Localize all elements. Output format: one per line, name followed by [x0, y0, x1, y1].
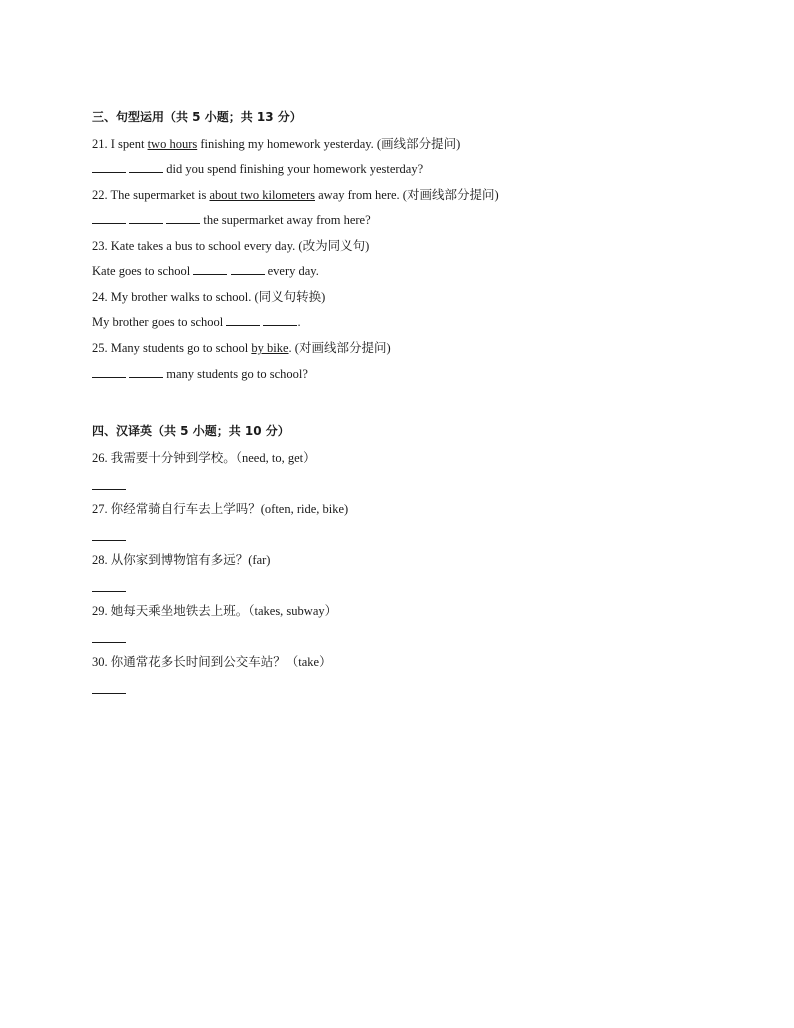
q22-text: 22. The supermarket is [92, 188, 210, 202]
blank[interactable] [263, 314, 297, 326]
blank[interactable] [226, 314, 260, 326]
blank[interactable] [129, 212, 163, 224]
question-25 [92, 340, 391, 356]
a24-start: My brother goes to school [92, 315, 227, 329]
question-30: 30. 你通常花多长时间到公交车站？（take） [92, 655, 332, 669]
answer-line-27[interactable] [92, 540, 126, 541]
q25-text: 25. Many students go to school [92, 341, 252, 355]
a23-start: Kate goes to school [92, 264, 194, 278]
q21-instruction: finishing my homework yesterday. (画线部分提问) [197, 137, 461, 151]
q22-instruction: away from here. (对画线部分提问) [315, 188, 499, 202]
answer-25 [92, 366, 308, 382]
question-27: 27. 你经常骑自行车去上学吗？(often, ride, bike) [92, 502, 349, 516]
answer-21 [92, 161, 423, 177]
a24-rest: . [297, 315, 301, 329]
question-26: 26. 我需要十分钟到学校。（need, to, get） [92, 451, 316, 465]
q22-underlined: about two kilometers [209, 188, 315, 202]
blank[interactable] [129, 366, 163, 378]
blank[interactable] [92, 212, 126, 224]
answer-23 [92, 263, 319, 279]
answer-line-28[interactable] [92, 591, 126, 592]
q25-underlined: by bike [251, 341, 289, 355]
question-23: 23. Kate takes a bus to school every day. (改为同义句) [92, 239, 370, 253]
question-24: 24. My brother walks to school. (同义句转换) [92, 290, 326, 304]
section-4-heading: 四、汉译英（共 5 小题；共 10 分） [92, 424, 290, 438]
blank[interactable] [92, 161, 126, 173]
question-21 [92, 136, 460, 152]
section-3-heading: 三、句型运用（共 5 小题；共 13 分） [92, 110, 302, 124]
answer-line-29[interactable] [92, 642, 126, 643]
blank[interactable] [231, 263, 265, 275]
answer-line-26[interactable] [92, 489, 126, 490]
blank[interactable] [193, 263, 227, 275]
a25-text: many students go to school? [163, 367, 308, 381]
blank[interactable] [166, 212, 200, 224]
answer-line-30[interactable] [92, 693, 126, 694]
question-29: 29. 她每天乘坐地铁去上班。（takes, subway） [92, 604, 338, 618]
a22-text: the supermarket away from here? [200, 213, 371, 227]
answer-24 [92, 314, 301, 330]
q25-instruction: . (对画线部分提问) [288, 341, 391, 355]
a23-rest: every day. [264, 264, 319, 278]
question-28: 28. 从你家到博物馆有多远？(far) [92, 553, 271, 567]
blank[interactable] [92, 366, 126, 378]
q21-underlined: two hours [147, 137, 198, 151]
answer-22 [92, 212, 371, 228]
a21-text: did you spend finishing your homework yesterday? [163, 162, 424, 176]
question-22 [92, 187, 499, 203]
blank[interactable] [129, 161, 163, 173]
q21-text: 21. I spent [92, 137, 148, 151]
